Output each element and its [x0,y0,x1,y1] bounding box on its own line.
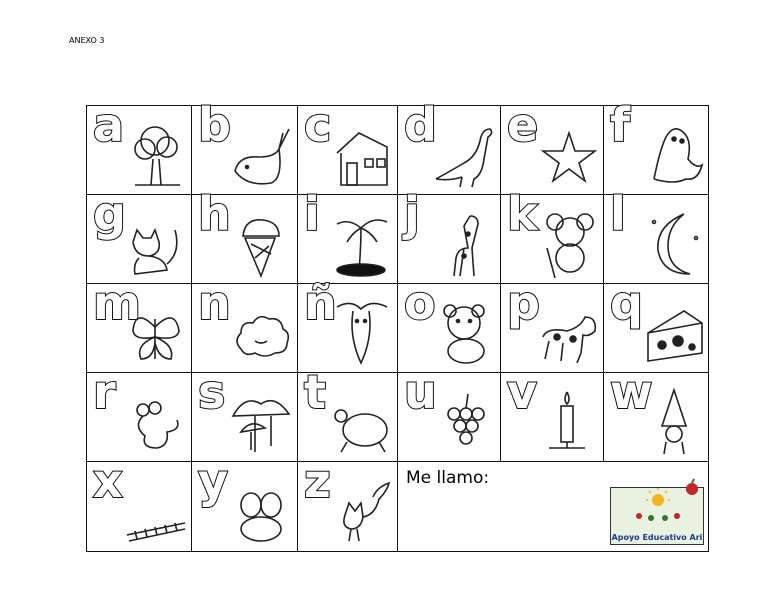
letter-cell [298,365,398,462]
logo-text: Apoyo Educativo Ari [611,533,703,542]
letter-cell [192,187,298,284]
gnome-icon [644,386,706,458]
letter-cell [87,454,192,551]
house-icon [331,119,393,191]
ghost-icon [644,119,706,191]
cat-icon [125,208,187,280]
letter-ñ: ñ [304,276,337,330]
letter-k: k [507,187,538,241]
ice-cream-icon [231,208,293,280]
letter-m: m [93,276,141,330]
letter-cell [501,187,604,284]
cheese-icon [644,297,706,369]
letter-i: i [304,187,320,241]
letter-x: x [93,454,123,508]
whale-icon [231,119,293,191]
letter-cell [398,276,501,373]
letter-cell [87,276,192,373]
fox-icon [331,475,393,547]
letter-e: e [507,98,539,152]
letter-cell [501,98,604,195]
letter-g: g [93,187,126,241]
letter-cell [398,187,501,284]
bear-icon [434,297,496,369]
sun-icon [611,488,705,528]
name-cell [398,462,710,551]
letter-cell [192,98,298,195]
letter-cell [604,98,710,195]
mushroom-icon [231,386,293,458]
letter-cell [192,454,298,551]
letter-w: w [610,365,653,419]
mouse-icon [125,386,187,458]
letter-cell [87,365,192,462]
star-icon [537,119,599,191]
letter-t: t [304,365,326,419]
letter-y: y [198,454,228,508]
turtle-icon [331,386,393,458]
letter-u: u [404,365,437,419]
letter-cell [87,98,192,195]
letter-cell [398,98,501,195]
letter-c: c [304,98,332,152]
gnu-icon [331,297,393,369]
giraffe-icon [434,208,496,280]
alphabet-row [87,276,708,373]
letter-cell [604,276,710,373]
letter-v: v [507,365,537,419]
letter-q: q [610,276,643,330]
letter-cell [192,276,298,373]
letter-cell [398,365,501,462]
letter-s: s [198,365,226,419]
letter-cell [501,276,604,373]
letter-cell [298,454,398,551]
letter-cell [298,98,398,195]
dinosaur-icon [434,119,496,191]
letter-cell [192,365,298,462]
xylophone-icon [125,475,187,547]
alphabet-row [87,365,708,462]
letter-a: a [93,98,125,152]
letter-cell [604,365,710,462]
logo [610,487,704,545]
letter-d: d [404,98,437,152]
candle-icon [537,386,599,458]
dog-icon [537,297,599,369]
letter-n: n [198,276,231,330]
letter-z: z [304,454,331,508]
moon-icon [644,208,706,280]
letter-h: h [198,187,231,241]
letter-p: p [507,276,540,330]
letter-l: l [610,187,626,241]
alphabet-row [87,98,708,195]
tree-icon [125,119,187,191]
name-label: Me llamo: [406,468,490,488]
koala-icon [537,208,599,280]
alphabet-row [87,187,708,284]
letter-b: b [198,98,231,152]
cloud-icon [231,297,293,369]
letter-f: f [610,98,631,152]
alphabet-row [87,454,708,551]
letter-cell [87,187,192,284]
letter-cell [298,187,398,284]
grapes-icon [434,386,496,458]
letter-j: j [404,187,420,241]
annex-label: ANEXO 3 [69,36,105,45]
butterfly-icon [125,297,187,369]
island-icon [331,208,393,280]
letter-o: o [404,276,436,330]
eggs-icon [231,475,293,547]
letter-cell [298,276,398,373]
alphabet-sheet [86,98,709,552]
letter-cell [501,365,604,462]
letter-cell [604,187,710,284]
letter-r: r [93,365,116,419]
